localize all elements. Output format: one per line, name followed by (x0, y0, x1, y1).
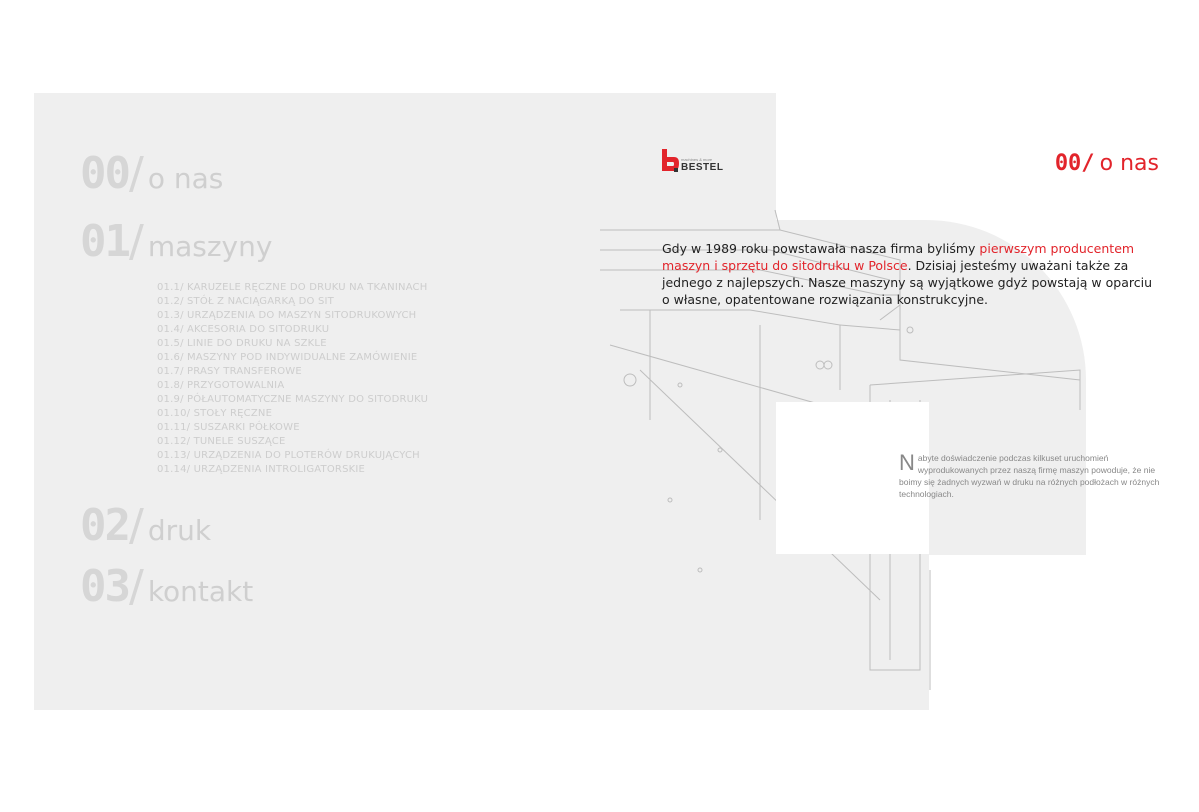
menu-number: 03 (80, 561, 129, 612)
submenu-item[interactable]: 01.10/ STOŁY RĘCZNE (157, 408, 273, 419)
experience-note (899, 452, 1161, 500)
menu-item-print[interactable] (80, 500, 211, 551)
menu-slash: / (128, 561, 144, 612)
menu-number: 01 (80, 216, 129, 267)
submenu-item[interactable]: 01.5/ LINIE DO DRUKU NA SZKLE (157, 338, 327, 349)
menu-label: o nas (147, 162, 224, 195)
note-dropcap: N (899, 450, 915, 475)
menu-label: maszyny (147, 230, 273, 263)
submenu-item[interactable]: 01.13/ URZĄDZENIA DO PLOTERÓW DRUKUJĄCYCH (157, 450, 420, 461)
menu-slash: / (128, 216, 144, 267)
menu-item-machines[interactable] (80, 216, 272, 267)
menu-item-contact[interactable] (80, 561, 253, 612)
submenu-item[interactable]: 01.14/ URZĄDZENIA INTROLIGATORSKIE (157, 464, 366, 475)
note-text: abyte doświadczenie podczas kilkuset uruchomień wyprodukowanych przez naszą firmę maszyn powoduje, że nie boimy się żadnych wyzwań w druku na różnych podłożach w różnych technologiach. (899, 453, 1160, 499)
menu-slash: / (128, 500, 144, 551)
menu-label: druk (147, 514, 212, 547)
submenu-item[interactable]: 01.4/ AKCESORIA DO SITODRUKU (157, 324, 330, 335)
menu-label: kontakt (147, 575, 254, 608)
logo-name: BESTEL (681, 162, 724, 173)
logo-tagline: machines & more (681, 157, 713, 162)
intro-highlight: pierwszym producentem maszyn i sprzętu do sitodruku w Polsce (662, 241, 1135, 273)
submenu-item[interactable]: 01.9/ PÓŁAUTOMATYCZNE MASZYNY DO SITODRUKU (157, 394, 429, 405)
submenu-item[interactable]: 01.6/ MASZYNY POD INDYWIDUALNE ZAMÓWIENIE (157, 352, 418, 363)
submenu-item[interactable]: 01.1/ KARUZELE RĘCZNE DO DRUKU NA TKANINACH (157, 282, 428, 293)
section-label: o nas (1099, 151, 1159, 176)
submenu-item[interactable]: 01.7/ PRASY TRANSFEROWE (157, 366, 302, 377)
submenu-item[interactable]: 01.2/ STÓŁ Z NACIĄGARKĄ DO SIT (157, 296, 334, 307)
intro-paragraph (662, 240, 1162, 308)
submenu-item[interactable]: 01.12/ TUNELE SUSZĄCE (157, 436, 286, 447)
bestel-logo[interactable] (662, 149, 732, 175)
submenu-item[interactable]: 01.8/ PRZYGOTOWALNIA (157, 380, 285, 391)
menu-number: 02 (80, 500, 129, 551)
submenu-item[interactable]: 01.3/ URZĄDZENIA DO MASZYN SITODRUKOWYCH (157, 310, 417, 321)
menu-item-about[interactable] (80, 148, 223, 199)
intro-text: Gdy w 1989 roku powstawała nasza firma byliśmy (662, 241, 980, 256)
menu-number: 00 (80, 148, 129, 199)
menu-slash: / (128, 148, 144, 199)
section-title (1055, 151, 1159, 176)
bestel-logo-icon (662, 149, 680, 173)
section-number: 00/ (1054, 151, 1095, 176)
intro-text-continued: . Dzisiaj jesteśmy uważani także za jednego z najlepszych. Nasze maszyny są wyjątkowe gdyż powstają w oparciu o własne, opatentowane rozwiązania konstrukcyjne. (662, 258, 1153, 307)
submenu-item[interactable]: 01.11/ SUSZARKI PÓŁKOWE (157, 422, 300, 433)
